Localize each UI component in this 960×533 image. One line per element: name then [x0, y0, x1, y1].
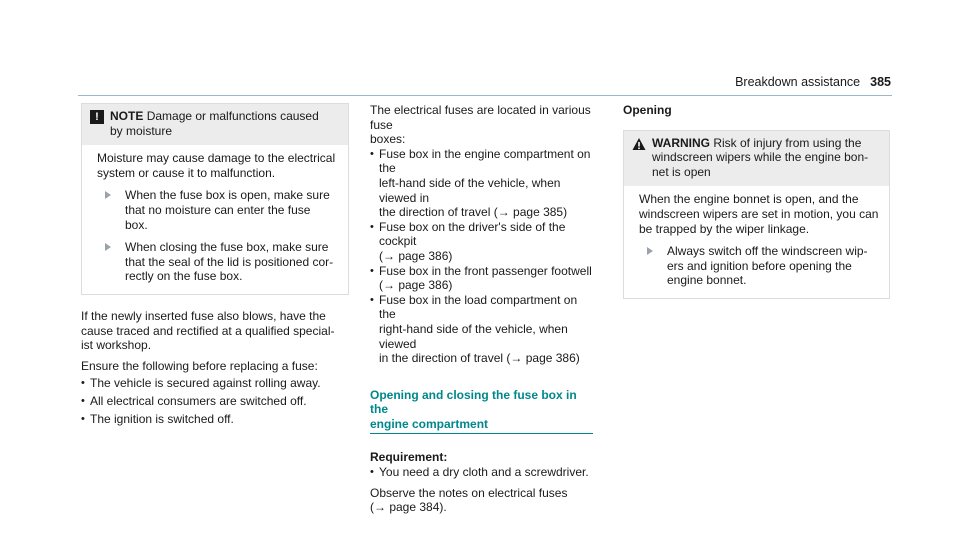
- page-link[interactable]: (→ page 386): [379, 278, 453, 293]
- note-box: [81, 103, 349, 295]
- fuse-intro: The electrical fuses are located in various fuse boxes:: [370, 103, 591, 147]
- list-item: • The vehicle is secured against rolling away.: [81, 376, 321, 391]
- step2-line2: that the seal of the lid is positioned cor-: [125, 254, 334, 269]
- note-title-line2: by moisture: [110, 123, 173, 138]
- list-item: • Fuse box in the engine compartment on the left-hand side of the vehicle, when viewed in the direction of travel (→ page 385): [370, 147, 593, 220]
- ensure-paragraph: Ensure the following before replacing a fuse:: [81, 358, 318, 373]
- step1-line1: When the fuse box is open, make sure: [125, 188, 330, 203]
- warning-header: WARNING Risk of injury from using the windscreen wipers while the engine bon- net is open: [624, 131, 889, 187]
- section-heading: Opening and closing the fuse box in the engine compartment: [370, 388, 593, 435]
- column-left: [81, 103, 349, 426]
- list-item: • The ignition is switched off.: [81, 411, 234, 426]
- note-title-line1: Damage or malfunctions caused: [146, 109, 319, 123]
- page-link[interactable]: (→ page 384).: [370, 500, 447, 515]
- fuse-blows-paragraph: If the newly inserted fuse also blows, have the cause traced and rectified at a qualified special- ist workshop.: [81, 308, 335, 353]
- column-middle: [370, 103, 593, 515]
- list-item: • Fuse box in the front passenger footwell (→ page 386): [370, 263, 592, 293]
- header-divider: [78, 95, 892, 96]
- observe-paragraph: Observe the notes on electrical fuses (→ page 384).: [370, 486, 593, 515]
- step1-line3: box.: [125, 217, 148, 232]
- requirement-label: Requirement:: [370, 450, 448, 465]
- section-title: Breakdown assistance: [735, 75, 861, 89]
- page-link[interactable]: (→ page 386): [379, 248, 453, 263]
- list-item: • Fuse box in the load compartment on the right-hand side of the vehicle, when viewed in the direction of travel (→ page 386): [370, 293, 593, 366]
- page-link[interactable]: the direction of travel (→ page 385): [379, 205, 568, 220]
- step1-line2: that no moisture can enter the fuse: [125, 202, 311, 217]
- column-right: [623, 103, 890, 299]
- note-intro-line1: Moisture may cause damage to the electrical: [97, 151, 336, 166]
- warning-box: [623, 130, 890, 299]
- warning-icon: [632, 137, 646, 151]
- warning-label: WARNING: [652, 135, 710, 150]
- list-item: • Fuse box on the driver's side of the cockpit (→ page 386): [370, 220, 593, 264]
- note-intro-line2: system or cause it to malfunction.: [97, 165, 276, 180]
- page-link[interactable]: in the direction of travel (→ page 386): [379, 351, 580, 366]
- warning-step: Always switch off the windscreen wip- ers and ignition before opening the engine bonnet.: [639, 244, 881, 288]
- note-step-1: [97, 188, 340, 232]
- preconditions-list: [81, 376, 349, 426]
- list-item: • All electrical consumers are switched off.: [81, 393, 307, 408]
- step2-line3: rectly on the fuse box.: [125, 269, 243, 284]
- step2-line1: When closing the fuse box, make sure: [125, 240, 329, 255]
- opening-heading: Opening: [623, 103, 672, 117]
- note-step-2: [97, 240, 340, 284]
- list-item: • You need a dry cloth and a screwdriver.: [370, 465, 589, 480]
- warning-body: When the engine bonnet is open, and the windscreen wipers are set in motion, you can be trapped by the wiper linkage. Always switch off the windscreen wip- ers and ignition before opening the engine bonnet.: [624, 186, 889, 298]
- note-body: [82, 145, 348, 294]
- note-label: NOTE: [110, 109, 144, 123]
- note-header: [82, 104, 348, 145]
- page-number: 385: [870, 75, 891, 89]
- page-header: [735, 75, 891, 89]
- note-icon: !: [90, 110, 104, 124]
